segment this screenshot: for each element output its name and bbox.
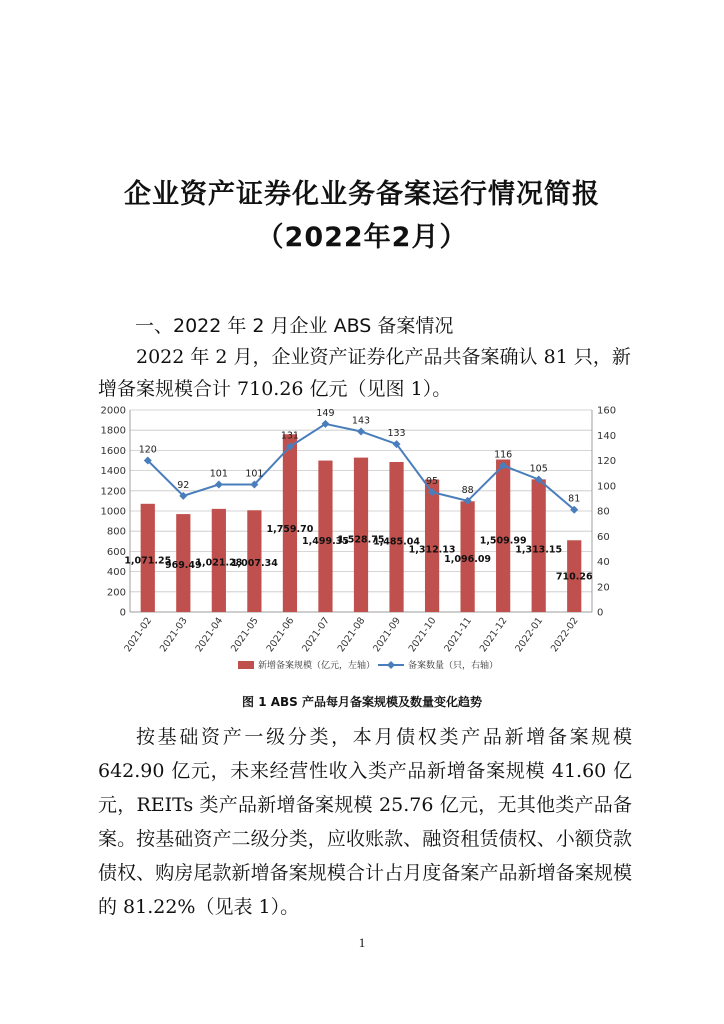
bar-value-label: 1,509.99 [479,535,527,547]
x-tick-label: 2022-02 [548,615,581,655]
bar-value-label: 969.49 [164,559,202,571]
x-tick-label: 2021-02 [122,615,155,655]
count-label: 92 [177,479,190,491]
x-tick-label: 2021-11 [442,615,475,655]
count-label: 131 [280,430,299,442]
x-tick-label: 2022-01 [513,615,546,655]
x-axis-labels [122,615,580,654]
bar-value-label: 1,499.35 [302,535,349,547]
bar-value-label: 710.26 [555,571,593,583]
right-tick-label: 20 [597,582,610,594]
bar-value-label: 1,021.28 [195,557,243,569]
count-label: 133 [387,428,406,440]
left-tick-label: 2000 [100,405,126,417]
right-tick-label: 40 [597,557,610,568]
figure-caption: 图 1 ABS 产品每月备案规模及数量变化趋势 [242,695,482,709]
bar-value-label: 1,312.13 [408,544,456,556]
left-tick-label: 0 [119,607,126,619]
right-tick-label: 60 [597,531,610,543]
x-tick-label: 2021-09 [371,615,403,655]
legend-bar-label: 新增备案规模（亿元，左轴） [258,661,376,671]
abs-chart [98,402,628,677]
bar-value-label: 1,485.04 [373,536,420,548]
count-label: 105 [529,463,548,475]
x-tick-label: 2021-03 [157,615,190,655]
right-tick-label: 80 [597,506,610,518]
x-tick-label: 2021-10 [406,615,439,655]
count-label: 95 [426,476,439,488]
legend-line-label: 备案数量（只，右轴） [408,661,499,671]
bar-value-label: 1,528.75 [337,534,385,546]
left-tick-label: 1400 [100,466,126,478]
left-tick-label: 1800 [100,425,126,437]
bar-value-label: 1,007.34 [230,558,278,570]
section-heading: 一、2022 年 2 月企业 ABS 备案情况 [135,315,454,337]
document-subtitle-date: （2022年2月） [256,222,468,253]
document-title: 企业资产证券化业务备案运行情况简报 [124,179,600,210]
count-point [215,480,223,488]
legend-line-marker [387,661,395,669]
bar-value-label: 1,096.09 [444,554,492,566]
left-tick-label: 200 [106,587,126,599]
x-tick-label: 2021-08 [335,615,368,655]
bar-value-label: 1,071.25 [124,555,172,567]
legend-bar-swatch [238,661,254,669]
left-tick-label: 800 [106,526,126,538]
x-tick-label: 2021-07 [300,615,332,655]
page-number: 1 [358,935,366,950]
right-tick-label: 160 [597,405,617,417]
count-label: 149 [316,407,335,419]
x-tick-label: 2021-05 [229,615,261,655]
chart-legend [238,659,498,671]
right-tick-label: 120 [597,456,617,467]
count-point [357,427,365,435]
count-label: 81 [568,493,581,505]
count-label: 120 [138,444,157,456]
left-tick-label: 1000 [100,506,126,518]
right-tick-label: 0 [597,607,604,619]
right-tick-label: 140 [597,430,617,442]
count-label: 101 [209,468,228,480]
count-label: 88 [461,484,474,496]
count-label: 101 [245,468,264,480]
count-label: 143 [351,415,371,427]
left-tick-label: 600 [106,546,126,558]
left-tick-label: 1600 [100,445,126,457]
bar-value-label: 1,313.15 [515,544,563,556]
paragraph-classification: 按基础资产一级分类，本月债权类产品新增备案规模 642.90 亿元，未来经营性收入类产品新增备案规模 41.60 亿元，REITs 类产品新增备案规模 25.76 亿元，无其他类产品备案。按基础资产二级分类，应收账款、融资租赁债权、小额贷款债权、购房尾款新增备案规模合计占月度备案产品新增备案规模的 81.22%（见表 1）。 [98,726,632,918]
count-label: 116 [494,449,513,461]
bar-series [138,434,582,612]
right-tick-label: 100 [597,481,617,493]
paragraph-summary: 2022 年 2 月，企业资产证券化产品共备案确认 81 只，新增备案规模合计 710.26 亿元（见图 1）。 [98,346,631,400]
bar-value-label: 1,759.70 [266,524,314,536]
left-tick-label: 1200 [100,486,126,498]
left-tick-label: 400 [106,567,126,579]
x-tick-label: 2021-12 [477,615,510,655]
x-tick-label: 2021-04 [193,615,226,655]
x-tick-label: 2021-06 [264,615,297,655]
